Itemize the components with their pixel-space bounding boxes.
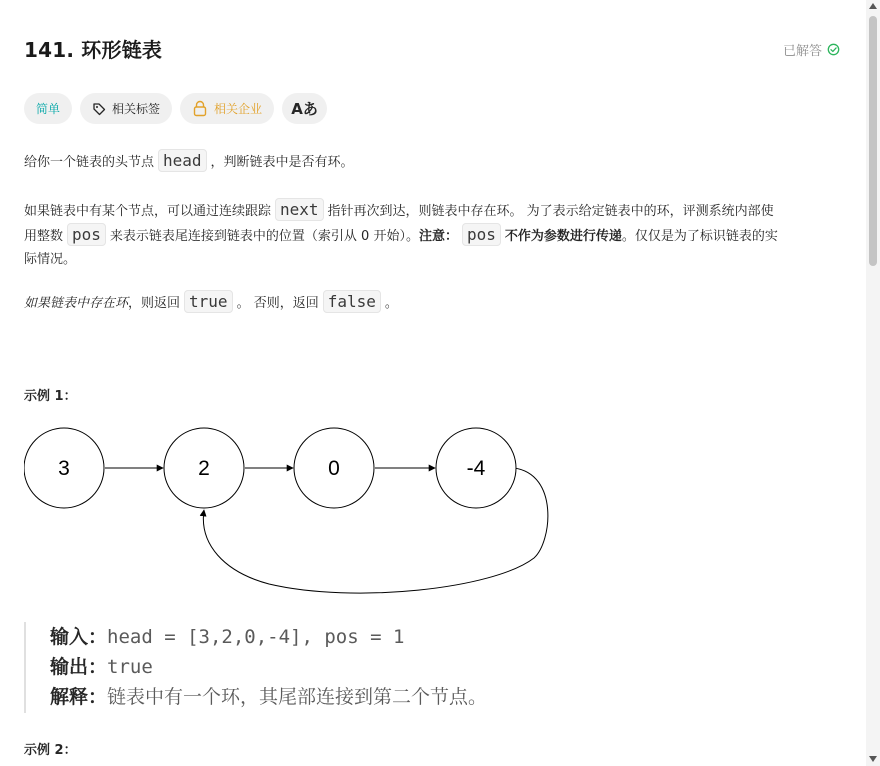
companies-label: 相关企业 xyxy=(214,102,263,116)
input-value: head = [3,2,0,-4], pos = 1 xyxy=(107,626,405,648)
list-node xyxy=(294,428,374,508)
node-value: 3 xyxy=(58,457,70,480)
text-segment: 。仅仅是为了标识链表的实 xyxy=(621,229,778,244)
output-value: true xyxy=(107,656,153,678)
description-paragraph-2 xyxy=(24,198,834,271)
code-true: true xyxy=(184,290,233,313)
list-node xyxy=(24,428,104,508)
input-label: 输入： xyxy=(50,626,108,648)
example-2-heading: 示例 2： xyxy=(24,743,77,758)
text-segment: 来表示链表尾连接到链表中的位置（索引从 0 开始）。 xyxy=(109,229,419,244)
example-1-io xyxy=(24,622,750,713)
text-segment: 。 否则，返回 xyxy=(236,296,319,311)
text-segment: ，则返回 xyxy=(128,296,181,311)
solved-label: 已解答 xyxy=(782,44,822,59)
note-text: 不作为参数进行传递 xyxy=(504,229,622,244)
text-segment: 如果链表中有某个节点，可以通过连续跟踪 xyxy=(24,204,272,219)
example-output-line xyxy=(50,652,750,682)
vertical-scrollbar[interactable] xyxy=(866,0,880,766)
list-node xyxy=(164,428,244,508)
output-label: 输出： xyxy=(50,656,108,678)
tag-icon xyxy=(92,102,106,116)
code-head: head xyxy=(158,149,207,172)
problem-title[interactable]: 141. 环形链表 xyxy=(24,38,163,62)
text-segment: 给你一个链表的头节点 xyxy=(24,155,155,170)
node-value: 2 xyxy=(198,457,210,480)
translate-button[interactable] xyxy=(282,93,327,124)
text-segment: 际情况。 xyxy=(24,252,77,267)
description-paragraph-1 xyxy=(24,149,834,174)
topics-tag-button[interactable] xyxy=(80,93,172,124)
scroll-down-icon[interactable] xyxy=(869,756,877,762)
topics-label: 相关标签 xyxy=(112,102,161,116)
italic-text: 如果链表中存在环 xyxy=(24,296,129,311)
text-segment: 。 xyxy=(384,296,398,311)
code-pos: pos xyxy=(67,223,106,246)
text-segment: ，判断链表中是否有环。 xyxy=(210,155,354,170)
difficulty-label: 简单 xyxy=(36,102,61,116)
explanation-value: 链表中有一个环，其尾部连接到第二个节点。 xyxy=(107,686,488,708)
lock-icon xyxy=(192,100,208,117)
list-node xyxy=(436,428,516,508)
tag-row xyxy=(24,93,327,124)
description-paragraph-3 xyxy=(24,290,834,315)
solved-status xyxy=(783,40,840,59)
note-label: 注意： xyxy=(418,229,458,244)
linked-list-diagram xyxy=(24,424,584,604)
code-next: next xyxy=(275,198,324,221)
title-row xyxy=(24,34,842,64)
check-circle-icon xyxy=(827,43,840,56)
text-segment: 指针再次到达，则链表中存在环。 为了表示给定链表中的环，评测系统内部使 xyxy=(327,204,774,219)
node-value: -4 xyxy=(466,457,486,480)
companies-tag-button[interactable] xyxy=(180,93,274,124)
example-explanation-line xyxy=(50,682,750,712)
translate-icon: Aあ xyxy=(291,100,318,118)
example-input-line xyxy=(50,622,750,652)
code-false: false xyxy=(323,290,381,313)
code-pos-2: pos xyxy=(462,223,501,246)
scroll-up-icon[interactable] xyxy=(869,3,877,9)
difficulty-badge[interactable] xyxy=(24,93,72,124)
example-1-heading: 示例 1： xyxy=(24,389,77,404)
explanation-label: 解释： xyxy=(50,686,108,708)
node-value: 0 xyxy=(328,457,340,480)
text-segment: 用整数 xyxy=(24,229,64,244)
scrollbar-thumb[interactable] xyxy=(869,16,877,266)
